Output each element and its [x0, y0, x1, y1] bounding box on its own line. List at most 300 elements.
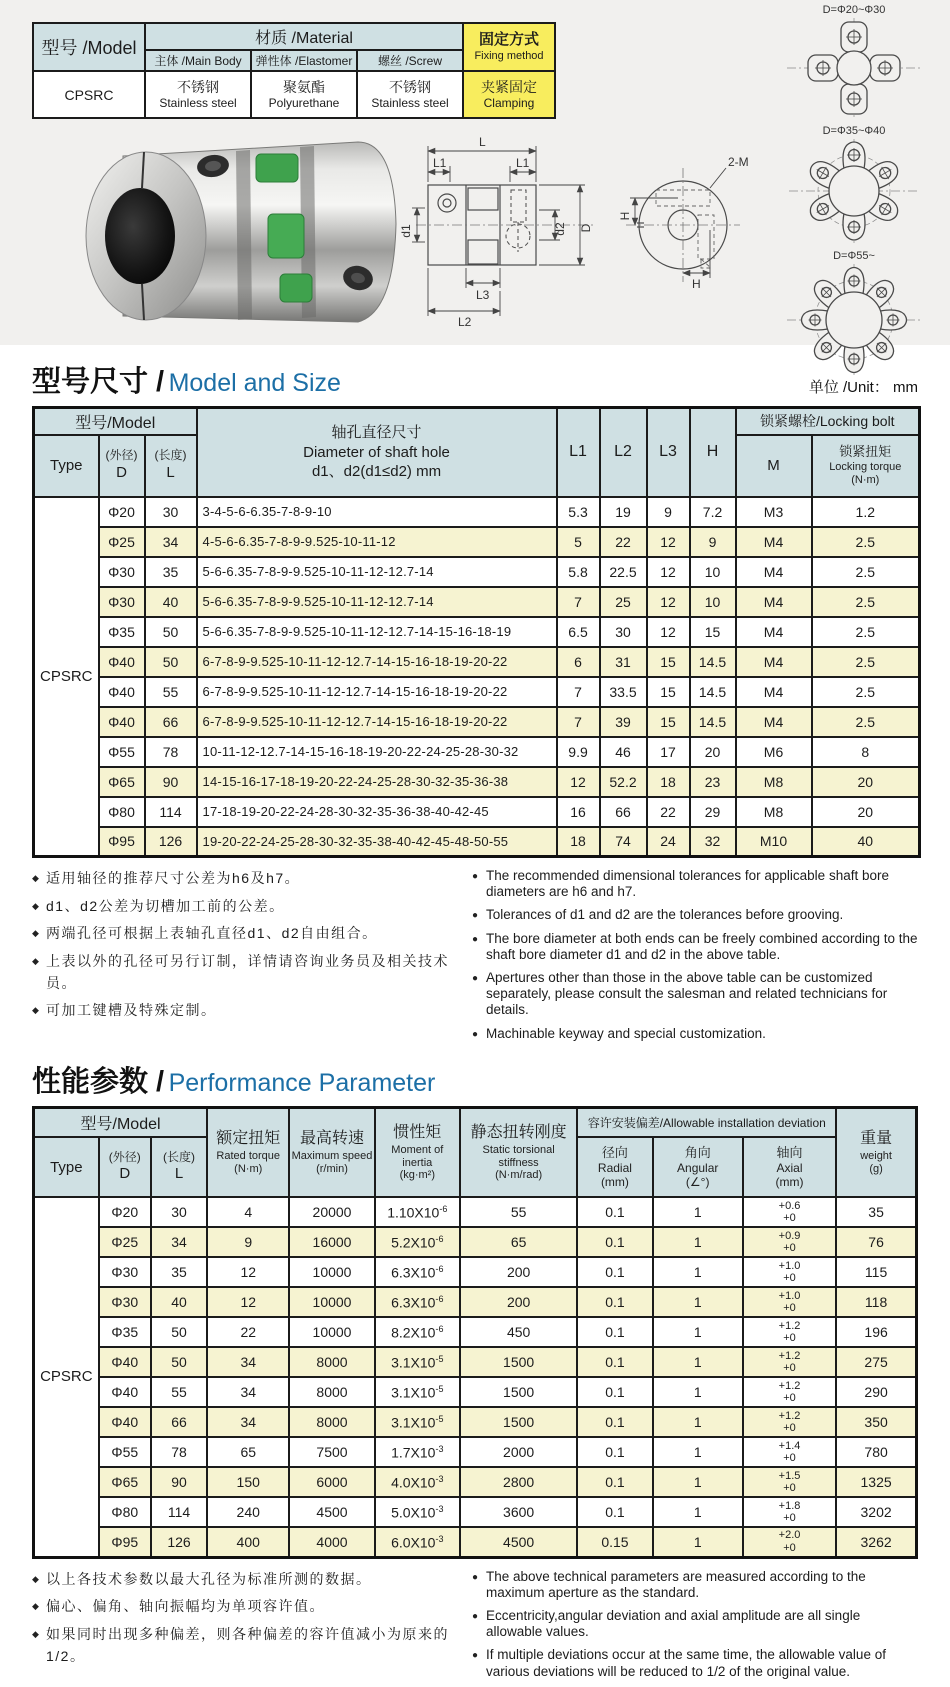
- bullet-icon: ●: [472, 910, 479, 922]
- bullet-icon: ●: [472, 933, 479, 945]
- fixing-en: Clamping: [483, 96, 535, 111]
- cell: 150: [207, 1467, 289, 1497]
- perf-title-zh: 性能参数 /: [32, 1065, 165, 1098]
- cell: 4000: [289, 1527, 374, 1557]
- perf-model-header: 型号/Model: [34, 1107, 208, 1137]
- cell: 20000: [289, 1197, 374, 1227]
- size-table-row: [34, 827, 920, 857]
- cell: 7: [557, 587, 600, 617]
- axial-cell: +1.5 +0: [743, 1467, 836, 1497]
- perf-inertia-header: [375, 1107, 460, 1197]
- cell: 9: [207, 1227, 289, 1257]
- bullet-icon: ●: [472, 871, 479, 882]
- cell: 114: [151, 1497, 207, 1527]
- angular-en: Angular: [677, 1160, 719, 1175]
- size-L-header: [145, 435, 197, 497]
- cell: 23: [690, 767, 736, 797]
- note-item: [32, 1624, 472, 1667]
- cell: 55: [151, 1377, 207, 1407]
- bullet-icon: ◆: [32, 1573, 41, 1584]
- note-item: [472, 868, 918, 900]
- size-table-row: [34, 587, 920, 617]
- screw-value: [357, 71, 463, 118]
- weight-unit: (g): [869, 1162, 883, 1175]
- note-item: [32, 1569, 472, 1591]
- cell: 6-7-8-9-9.525-10-11-12-12.7-14-15-16-18-19-20-22: [197, 647, 557, 677]
- cell: 5-6-6.35-7-8-9-9.525-10-11-12-12.7-14: [197, 557, 557, 587]
- axial-cell: +1.2 +0: [743, 1317, 836, 1347]
- radial-unit: (mm): [600, 1174, 629, 1189]
- cell: M4: [736, 707, 812, 737]
- cell: 2.5: [812, 707, 920, 737]
- perf-l-letter: L: [174, 1165, 184, 1183]
- cell: 2.5: [812, 617, 920, 647]
- cell: 1: [653, 1497, 743, 1527]
- axial-header: [743, 1137, 836, 1197]
- main-body-en: Stainless steel: [159, 96, 237, 111]
- cell: 8000: [289, 1347, 374, 1377]
- cell: 5: [557, 527, 600, 557]
- size-table-row: [34, 797, 920, 827]
- cell: 10: [690, 557, 736, 587]
- dim-d2: d2: [553, 222, 567, 236]
- cell: 76: [836, 1227, 916, 1257]
- size-table-row: [34, 707, 920, 737]
- cell: 78: [151, 1437, 207, 1467]
- cell: Φ80: [99, 1497, 151, 1527]
- cell: 18: [647, 767, 690, 797]
- axial-en: Axial: [776, 1160, 803, 1175]
- note-text: 以上各技术参数以最大孔径为标准所测的数据。: [46, 1570, 372, 1587]
- cell: 31: [600, 647, 647, 677]
- size-type-value: CPSRC: [34, 497, 99, 857]
- cell: 17: [647, 737, 690, 767]
- cell: 6-7-8-9-9.525-10-11-12-12.7-14-15-16-18-19-20-22: [197, 707, 557, 737]
- cell: 1: [653, 1437, 743, 1467]
- size-table-row: [34, 647, 920, 677]
- cell: 6000: [289, 1467, 374, 1497]
- perf-stiff-unit: (N·m/rad): [495, 1169, 543, 1182]
- cell: 66: [151, 1407, 207, 1437]
- cell: 2.5: [812, 647, 920, 677]
- cell: 1: [653, 1527, 743, 1557]
- radial-header: [577, 1137, 652, 1197]
- deviation-header: 容许安装偏差/Allowable installation deviation: [577, 1107, 836, 1137]
- size-title-zh: 型号尺寸 /: [32, 366, 165, 398]
- cell: 10000: [289, 1257, 374, 1287]
- shaft-en2: d1、d2(d1≤d2) mm: [311, 463, 442, 480]
- perf-table-row: [34, 1527, 917, 1557]
- cell: M4: [736, 677, 812, 707]
- cross-section-8lobe: [760, 250, 948, 383]
- cell: 39: [600, 707, 647, 737]
- cell: 0.1: [577, 1377, 652, 1407]
- cell: 9: [647, 497, 690, 527]
- note-text: If multiple deviations occur at the same time, the allowable value of various deviations will be reduced to 1/2 of the original value.: [486, 1647, 886, 1679]
- cell: 4: [207, 1197, 289, 1227]
- perf-l-zh: (长度): [162, 1149, 195, 1164]
- cell: 0.1: [577, 1407, 652, 1437]
- cell: M4: [736, 647, 812, 677]
- main-body-zh: 不锈钢: [177, 78, 219, 95]
- dim-d1: d1: [399, 224, 413, 238]
- d-zh: (外径): [105, 447, 138, 462]
- cell: 6: [557, 647, 600, 677]
- axial-cell: +0.9 +0: [743, 1227, 836, 1257]
- axial-cell: +1.0 +0: [743, 1287, 836, 1317]
- perf-speed-en: Maximum speed: [291, 1150, 373, 1163]
- perf-type-header: Type: [34, 1137, 99, 1197]
- note-item: [32, 896, 472, 918]
- cell: 2.5: [812, 677, 920, 707]
- locking-bolt-header: 锁紧螺栓/Locking bolt: [736, 408, 920, 435]
- cell: 15: [647, 677, 690, 707]
- cell: 22: [600, 527, 647, 557]
- perf-speed-header: [289, 1107, 374, 1197]
- note-item: [32, 1000, 472, 1022]
- note-text: The bore diameter at both ends can be freely combined according to the shaft bore diameter d1 and d2 in the above table.: [486, 930, 918, 962]
- size-table: [32, 406, 921, 858]
- cell: 12: [207, 1287, 289, 1317]
- size-notes-zh: [32, 868, 472, 1049]
- cell: 1.2: [812, 497, 920, 527]
- cell: 0.1: [577, 1197, 652, 1227]
- cell: 24: [647, 827, 690, 857]
- cell: 1: [653, 1257, 743, 1287]
- cell: Φ95: [99, 827, 145, 857]
- perf-speed-zh: 最高转速: [299, 1130, 364, 1148]
- note-text: 如果同时出现多种偏差，则各种偏差的容许值减小为原来的1/2。: [46, 1626, 449, 1664]
- size-table-row: [34, 737, 920, 767]
- l-letter: L: [166, 463, 175, 481]
- size-H-header: H: [690, 408, 736, 497]
- cell: Φ30: [99, 587, 145, 617]
- cell: 118: [836, 1287, 916, 1317]
- cross-sections: [760, 4, 948, 383]
- note-text: 适用轴径的推荐尺寸公差为h6及h7。: [46, 870, 301, 886]
- cell: 0.15: [577, 1527, 652, 1557]
- inertia-cell: $6.3X10^{-6}$: [375, 1287, 460, 1317]
- note-item: [472, 970, 918, 1019]
- cell: 200: [460, 1287, 577, 1317]
- model-value: CPSRC: [33, 71, 145, 118]
- shaft-zh: 轴孔直径尺寸: [331, 424, 422, 441]
- cell: 78: [145, 737, 197, 767]
- perf-inertia-en: Moment of inertia: [391, 1143, 444, 1169]
- cell: M3: [736, 497, 812, 527]
- inertia-cell: $8.2X10^{-6}$: [375, 1317, 460, 1347]
- cell: 1: [653, 1227, 743, 1257]
- perf-table-row: [34, 1467, 917, 1497]
- inertia-cell: $1.7X10^{-3}$: [375, 1437, 460, 1467]
- cell: 4500: [289, 1497, 374, 1527]
- perf-inertia-unit: (kg·m²): [399, 1169, 435, 1182]
- cell: 8000: [289, 1377, 374, 1407]
- cell: Φ65: [99, 1467, 151, 1497]
- cell: Φ30: [99, 557, 145, 587]
- note-text: d1、d2公差为切槽加工前的公差。: [46, 897, 285, 914]
- perf-d-letter: D: [119, 1165, 131, 1183]
- coupling-photo: [28, 126, 428, 340]
- size-table-body: [34, 497, 920, 857]
- note-text: The recommended dimensional tolerances for applicable shaft bore diameters are h6 and h7.: [486, 868, 889, 900]
- cell: 65: [460, 1227, 577, 1257]
- perf-stiffness-header: [460, 1107, 577, 1197]
- axial-cell: +1.2 +0: [743, 1347, 836, 1377]
- radial-zh: 径向: [601, 1144, 628, 1160]
- cell: 0.1: [577, 1257, 652, 1287]
- size-L1-header: L1: [557, 408, 600, 497]
- cell: 5.3: [557, 497, 600, 527]
- main-body-value: [145, 71, 251, 118]
- cell: 6-7-8-9-9.525-10-11-12-12.7-14-15-16-18-19-20-22: [197, 677, 557, 707]
- cell: 22: [647, 797, 690, 827]
- size-L2-header: L2: [600, 408, 647, 497]
- cell: 15: [647, 647, 690, 677]
- note-text: The above technical parameters are measured according to the maximum aperture as the standard.: [486, 1568, 866, 1600]
- cell: M4: [736, 557, 812, 587]
- perf-torque-en: Rated torque: [216, 1150, 281, 1163]
- cell: 30: [600, 617, 647, 647]
- cell: 8: [812, 737, 920, 767]
- perf-table-row: [34, 1497, 917, 1527]
- cross-section-6lobe: [760, 125, 948, 250]
- cell: 66: [600, 797, 647, 827]
- cell: M4: [736, 527, 812, 557]
- unit-label: 单位 /Unit： mm: [808, 379, 918, 396]
- cell: 34: [207, 1347, 289, 1377]
- cell: Φ55: [99, 1437, 151, 1467]
- cell: M8: [736, 767, 812, 797]
- cell: 34: [207, 1407, 289, 1437]
- main-body-header: 主体 /Main Body: [145, 50, 251, 71]
- perf-table-row: [34, 1347, 917, 1377]
- cell: Φ35: [99, 617, 145, 647]
- cell: 50: [151, 1347, 207, 1377]
- size-table-row: [34, 677, 920, 707]
- cell: 14.5: [690, 647, 736, 677]
- perf-type-value: CPSRC: [34, 1197, 99, 1557]
- cell: 5-6-6.35-7-8-9-9.525-10-11-12-12.7-14-15-16-18-19: [197, 617, 557, 647]
- cell: 20: [812, 767, 920, 797]
- angular-zh: 角向: [684, 1144, 711, 1160]
- perf-table-row: [34, 1257, 917, 1287]
- cell: 32: [690, 827, 736, 857]
- cell: 34: [151, 1227, 207, 1257]
- cell: 50: [151, 1317, 207, 1347]
- bullet-icon: ◆: [32, 873, 41, 883]
- cell: Φ40: [99, 1377, 151, 1407]
- size-L3-header: L3: [647, 408, 690, 497]
- note-text: Eccentricity,angular deviation and axial amplitude are all single allowable values.: [486, 1608, 861, 1640]
- note-item: [472, 1026, 918, 1042]
- cell: 2.5: [812, 527, 920, 557]
- size-M-header: M: [736, 435, 812, 497]
- inertia-cell: $3.1X10^{-5}$: [375, 1347, 460, 1377]
- cell: 52.2: [600, 767, 647, 797]
- perf-notes-zh: [32, 1569, 472, 1687]
- fixing-header-zh: 固定方式: [478, 31, 539, 49]
- cell: Φ30: [99, 1257, 151, 1287]
- cell: 40: [145, 587, 197, 617]
- perf-table-row: [34, 1227, 917, 1257]
- cell: 74: [600, 827, 647, 857]
- axial-zh: 轴向: [776, 1144, 803, 1160]
- cell: 2.5: [812, 557, 920, 587]
- weight-en: weight: [860, 1150, 892, 1163]
- size-table-row: [34, 527, 920, 557]
- note-item: [472, 1569, 918, 1601]
- elastomer-en: Polyurethane: [268, 96, 340, 111]
- cell: 126: [151, 1527, 207, 1557]
- angular-header: [653, 1137, 743, 1197]
- cell: 1: [653, 1347, 743, 1377]
- cell: 12: [647, 617, 690, 647]
- cell: 29: [690, 797, 736, 827]
- cell: 1: [653, 1287, 743, 1317]
- cell: 275: [836, 1347, 916, 1377]
- perf-torque-zh: 额定扭矩: [216, 1130, 281, 1148]
- cross-caption-2: D=Φ35~Φ40: [822, 125, 886, 137]
- axial-cell: +1.2 +0: [743, 1407, 836, 1437]
- cell: 90: [145, 767, 197, 797]
- cell: 22.5: [600, 557, 647, 587]
- cell: M4: [736, 617, 812, 647]
- note-text: Apertures other than those in the above table can be customized separately, please consult the salesman and related technicians for details.: [486, 969, 888, 1018]
- note-text: 可加工键槽及特殊定制。: [46, 1002, 217, 1019]
- cell: 1500: [460, 1377, 577, 1407]
- cell: 12: [557, 767, 600, 797]
- bullet-icon: ●: [472, 1650, 479, 1662]
- axial-unit: (mm): [775, 1174, 804, 1189]
- note-text: 上表以外的孔径可另行订制，详情请咨询业务员及相关技术员。: [46, 953, 449, 991]
- cell: 7: [557, 677, 600, 707]
- cell: 55: [460, 1197, 577, 1227]
- size-table-row: [34, 767, 920, 797]
- size-notes: [32, 868, 918, 1049]
- cell: 34: [145, 527, 197, 557]
- perf-table-row: [34, 1287, 917, 1317]
- cell: 50: [145, 617, 197, 647]
- cell: M6: [736, 737, 812, 767]
- cell: 0.1: [577, 1287, 652, 1317]
- axial-cell: +1.2 +0: [743, 1377, 836, 1407]
- perf-torque-header: [207, 1107, 289, 1197]
- cell: 12: [647, 587, 690, 617]
- cell: 5.8: [557, 557, 600, 587]
- torque-en: Locking torque: [829, 461, 902, 474]
- model-header: 型号 /Model: [33, 23, 145, 71]
- perf-d-zh: (外径): [108, 1149, 141, 1164]
- perf-stiff-zh: 静态扭转刚度: [470, 1124, 567, 1142]
- inertia-cell: $6.3X10^{-6}$: [375, 1257, 460, 1287]
- l-zh: (长度): [154, 447, 187, 462]
- size-table-row: [34, 557, 920, 587]
- dim-L2: L2: [458, 315, 472, 329]
- cell: 5-6-6.35-7-8-9-9.525-10-11-12-12.7-14: [197, 587, 557, 617]
- perf-speed-unit: (r/min): [316, 1162, 348, 1175]
- cell: Φ25: [99, 1227, 151, 1257]
- size-title-en: Model and Size: [168, 369, 341, 397]
- perf-table: [32, 1106, 918, 1559]
- cell: 7500: [289, 1437, 374, 1467]
- inertia-cell: $3.1X10^{-5}$: [375, 1377, 460, 1407]
- cell: 22: [207, 1317, 289, 1347]
- perf-notes: [32, 1569, 918, 1687]
- cell: 40: [812, 827, 920, 857]
- cell: 10-11-12-12.7-14-15-16-18-19-20-22-24-25-28-30-32: [197, 737, 557, 767]
- cell: 10000: [289, 1287, 374, 1317]
- cell: 19-20-22-24-25-28-30-32-35-38-40-42-45-48-50-55: [197, 827, 557, 857]
- cell: 1: [653, 1377, 743, 1407]
- cell: 240: [207, 1497, 289, 1527]
- note-item: [32, 923, 472, 945]
- cell: 50: [145, 647, 197, 677]
- size-table-row: [34, 497, 920, 527]
- bullet-icon: ◆: [32, 928, 41, 939]
- cell: 10: [690, 587, 736, 617]
- cell: 2.5: [812, 587, 920, 617]
- cell: 15: [647, 707, 690, 737]
- cell: 4-5-6-6.35-7-8-9-9.525-10-11-12: [197, 527, 557, 557]
- cell: Φ65: [99, 767, 145, 797]
- torque-unit: (N·m): [851, 473, 880, 486]
- cell: 350: [836, 1407, 916, 1437]
- note-item: [472, 1608, 918, 1640]
- size-D-header: [99, 435, 145, 497]
- cell: M8: [736, 797, 812, 827]
- elastomer-zh: 聚氨酯: [283, 78, 325, 95]
- cell: 16000: [289, 1227, 374, 1257]
- cell: Φ20: [99, 497, 145, 527]
- inertia-cell: $1.10X10^{-6}$: [375, 1197, 460, 1227]
- cell: 34: [207, 1377, 289, 1407]
- cell: 114: [145, 797, 197, 827]
- cell: 7: [557, 707, 600, 737]
- cell: 6.5: [557, 617, 600, 647]
- screw-en: Stainless steel: [371, 96, 449, 111]
- weight-header: [836, 1107, 916, 1197]
- cell: 1: [653, 1317, 743, 1347]
- cell: Φ40: [99, 1407, 151, 1437]
- perf-table-row: [34, 1407, 917, 1437]
- cell: 35: [151, 1257, 207, 1287]
- axial-cell: +1.4 +0: [743, 1437, 836, 1467]
- size-type-header: Type: [34, 435, 99, 497]
- cell: 3262: [836, 1527, 916, 1557]
- cell: Φ20: [99, 1197, 151, 1227]
- perf-table-body: [34, 1197, 917, 1557]
- dim-L1-left: L1: [433, 156, 447, 170]
- size-notes-en: [472, 868, 918, 1049]
- cell: 65: [207, 1437, 289, 1467]
- shaft-en1: Diameter of shaft hole: [303, 443, 450, 461]
- cross-caption-1: D=Φ20~Φ30: [822, 4, 886, 16]
- cell: 10000: [289, 1317, 374, 1347]
- cell: 1325: [836, 1467, 916, 1497]
- fixing-header-en: Fixing method: [474, 49, 544, 62]
- cell: 196: [836, 1317, 916, 1347]
- cell: Φ55: [99, 737, 145, 767]
- cell: 20: [812, 797, 920, 827]
- cell: 15: [690, 617, 736, 647]
- cell: 0.1: [577, 1497, 652, 1527]
- cell: 200: [460, 1257, 577, 1287]
- d-letter: D: [116, 463, 127, 481]
- perf-D-header: [99, 1137, 151, 1197]
- weight-zh: 重量: [860, 1130, 893, 1148]
- cell: 55: [145, 677, 197, 707]
